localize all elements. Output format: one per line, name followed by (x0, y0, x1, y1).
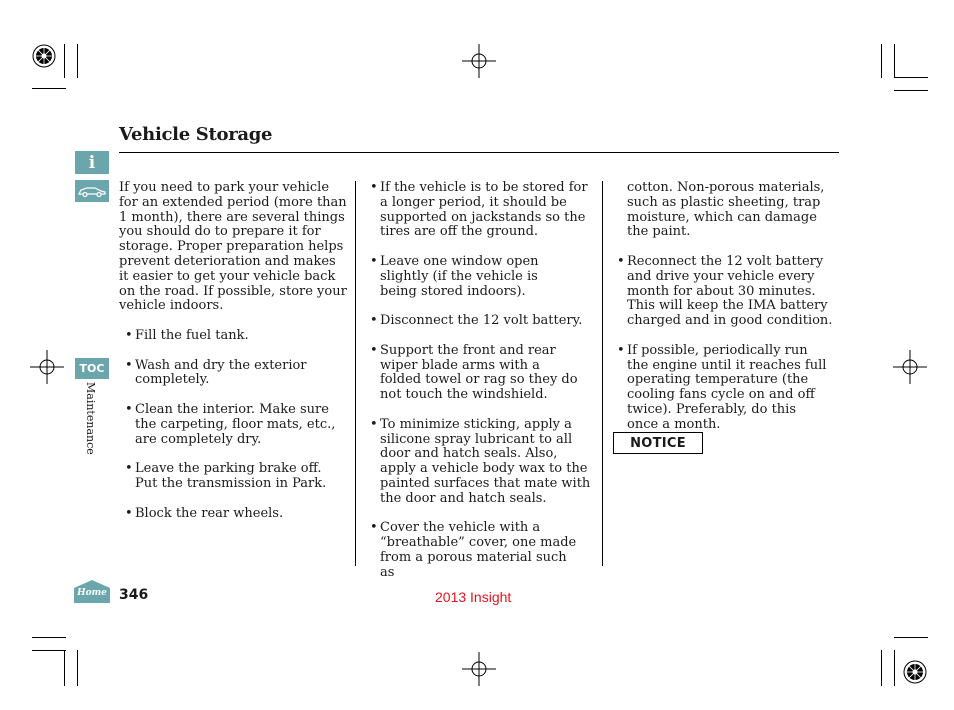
registration-sunburst-icon (32, 44, 56, 68)
crosshair-mark-icon (30, 350, 64, 384)
info-button[interactable] (75, 151, 109, 174)
crop-mark (32, 650, 66, 651)
toc-label: TOC (79, 362, 105, 375)
list-item: • To minimize sticking, apply a silicone spray lubricant to all door and hatch seals. Also, apply a vehicle body wax to the painted surfaces that mate with the door and hatch seals. (370, 418, 592, 507)
toc-button[interactable] (75, 358, 109, 379)
vehicle-icon (77, 184, 107, 198)
model-link[interactable]: 2013 Insight (435, 589, 512, 605)
crop-mark (77, 650, 78, 686)
crop-mark (77, 44, 78, 78)
crop-mark (894, 650, 895, 686)
page-title: Vehicle Storage (119, 124, 273, 145)
list-item: • Wash and dry the exterior completely. (125, 359, 347, 389)
intro-paragraph: If you need to park your vehicle for an extended period (more than 1 month), there are several things you should do to prepare it for storage. Proper preparation helps prevent deterioration and makes it easier to get your vehicle back on the road. If possible, store your vehicle indoors. (119, 180, 347, 314)
page-number: 346 (119, 587, 149, 603)
crop-mark (894, 90, 928, 91)
column-divider (355, 181, 356, 566)
list-item: • Clean the interior. Make sure the carpeting, floor mats, etc., are completely dry. (125, 403, 347, 447)
crosshair-mark-icon (893, 350, 927, 384)
home-label: Home (77, 588, 107, 598)
crop-mark (881, 650, 882, 686)
crop-mark (894, 44, 895, 78)
list-item: • If the vehicle is to be stored for a longer period, it should be supported on jackstands so the tires are off the ground. (370, 181, 592, 240)
vehicle-index-button[interactable] (75, 180, 109, 202)
list-item: • Disconnect the 12 volt battery. (370, 314, 592, 329)
list-item: • Fill the fuel tank. (125, 329, 347, 344)
column-1 (119, 181, 347, 536)
list-item: • If possible, periodically run the engine until it reaches full operating temperature (the cooling fans cycle on and off twice). Preferably, do this once a month. (617, 344, 827, 433)
column-divider (602, 181, 603, 566)
info-icon: i (88, 152, 96, 173)
registration-sunburst-icon (903, 660, 927, 684)
continuation-paragraph: cotton. Non-porous materials, such as plastic sheeting, trap moisture, which can damage the paint. (627, 180, 825, 240)
crop-mark (32, 88, 66, 89)
column-3 (617, 181, 841, 447)
crop-mark (894, 77, 928, 78)
crosshair-mark-icon (462, 44, 496, 78)
title-rule (119, 152, 839, 153)
column-2 (370, 181, 592, 595)
crosshair-mark-icon (462, 652, 496, 686)
list-item: • Reconnect the 12 volt battery and drive your vehicle every month for about 30 minutes. This will keep the IMA battery charged and in good condition. (617, 255, 841, 329)
notice-label: NOTICE (613, 432, 703, 454)
crop-mark (894, 637, 928, 638)
list-item: • Cover the vehicle with a “breathable” cover, one made from a porous material such as (370, 521, 580, 580)
section-label: Maintenance (84, 382, 97, 455)
list-item: • Block the rear wheels. (125, 507, 347, 522)
list-item: • Leave one window open slightly (if the vehicle is being stored indoors). (370, 255, 540, 299)
crop-mark (64, 44, 65, 78)
crop-mark (881, 44, 882, 78)
list-item: • Leave the parking brake off. Put the transmission in Park. (125, 462, 347, 492)
crop-mark (64, 650, 65, 686)
list-item: • Support the front and rear wiper blade arms with a folded towel or rag so they do not touch the windshield. (370, 344, 580, 403)
crop-mark (32, 637, 66, 638)
